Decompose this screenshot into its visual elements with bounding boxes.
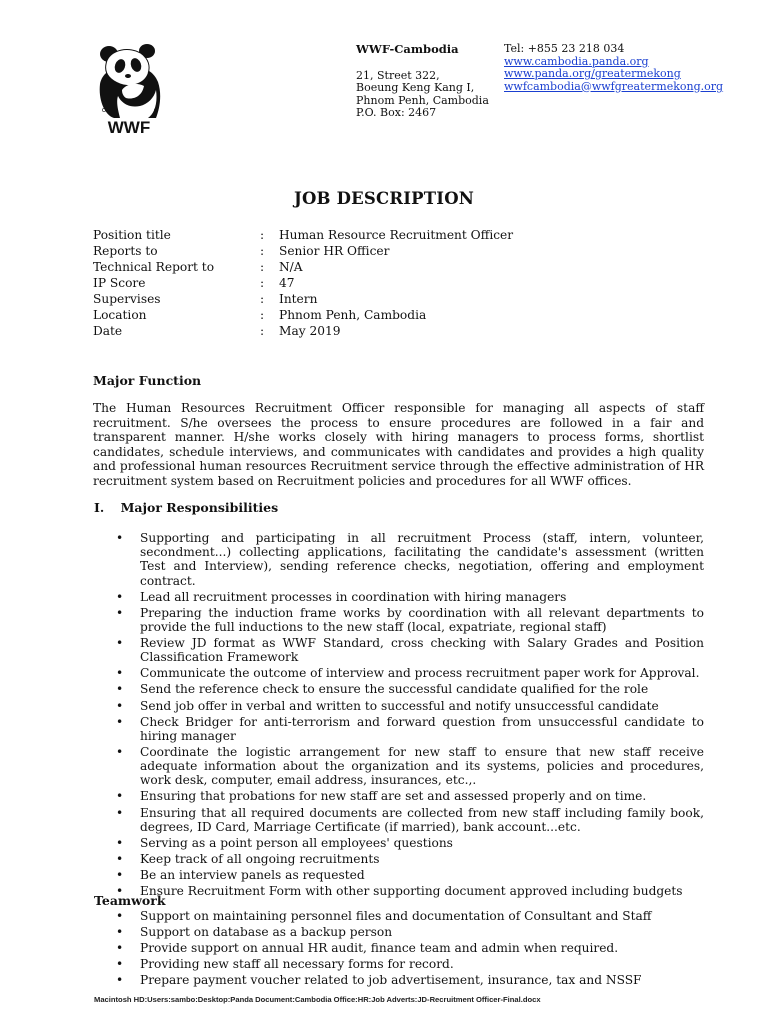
list-item: • Providing new staff all necessary forms for record. — [116, 957, 704, 971]
file-path-footer: Macintosh HD:Users:sambo:Desktop:Panda Document:Cambodia Office:HR:Job Adverts:JD-Recruitment Officer-Final.docx — [94, 995, 541, 1004]
teamwork-heading: Teamwork — [94, 893, 166, 908]
info-value: Phnom Penh, Cambodia — [279, 308, 427, 322]
address-line: P.O. Box: 2467 — [356, 106, 437, 119]
info-label: Date — [93, 324, 123, 338]
list-item: • Preparing the induction frame works by coordination with all relevant departments to provide the full inductions to the new staff (local, expatriate, regional staff) — [116, 606, 704, 634]
responsibilities-list — [116, 531, 704, 900]
info-label: Location — [93, 308, 147, 322]
info-value: Human Resource Recruitment Officer — [279, 228, 514, 242]
info-value: N/A — [279, 260, 303, 274]
address-line: Boeung Keng Kang I, — [356, 81, 475, 94]
info-label: IP Score — [93, 276, 146, 290]
info-label: Position title — [93, 228, 171, 242]
org-name: WWF-Cambodia — [356, 42, 459, 56]
mekong-website-link[interactable]: www.panda.org/greatermekong — [504, 67, 681, 80]
list-item: • Send job offer in verbal and written to successful and notify unsuccessful candidate — [116, 699, 704, 713]
telephone: Tel: +855 23 218 034 — [504, 42, 625, 55]
address-line: 21, Street 322, — [356, 68, 440, 82]
major-function-heading: Major Function — [93, 373, 202, 388]
major-function-text: The Human Resources Recruitment Officer responsible for managing all aspects of staff recruitment. S/he oversees the process to ensure procedures are followed in a fair and transparent manner. H/she works closely with hiring managers to process forms, shortlist candidates, schedule interviews, and communicates with candidates and provides a high quality and professional human resources Recruitment service through the effective administration of HR recruitment system based on Recruitment policies and procedures for all WWF offices. — [93, 401, 704, 488]
document-page: WWF WWF-Cambodia 21, Street 322, Boeung Keng Kang I, Phnom Penh, Cambodia P.O. Box: 2467 Tel: +855 23 218 034 www.cambodia.panda.org www.panda.org/greatermekong wwfcambodia@wwfgreatermekong.org JOB DESCRIPTION Position title : Human Resource Recruitment Officer Reports to : Senior HR Officer Technical Report to : N/A IP Score : 47 Supervises : Intern Location : Phnom Penh, Cambodia Date : May 2019 Major Function The Human Resources Recruitment Officer responsible for managing all aspects of staff recruitment. S/he oversees the process to ensure procedures are followed in a fair and transparent manner. H/she works closely with hiring managers to process forms, shortlist candidates, schedule interviews, and communicates with candidates and provides a high quality and professional human resources Recruitment service through the effective administration of HR recruitment system based on Recruitment policies and procedures for all WWF offices. I. Major Responsibilities • Supporting and participating in all recruitment Process (staff, intern, volunteer, secondment...) collecting applications, facilitating the candidate's assessment (written Test and Interview), sending reference checks, negotiation, offering and employment contract. • Lead all recruitment processes in coordination with hiring managers • Preparing the induction frame works by coordination with all relevant departments to provide the full inductions to the new staff (local, expatriate, regional staff) • Review JD format as WWF Standard, cross checking with Salary Grades and Position Classification Framework • Communicate the outcome of interview and process recruitment paper work for Approval. • Send the reference check to ensure the successful candidate qualified for the role • Send job offer in verbal and written to successful and notify unsuccessful candidate • Check Bridger for anti-terrorism and forward question from unsuccessful candidate to hiring manager • Coordinate the logistic arrangement for new staff to ensure that new staff receive adequate information about the organization and its systems, policies and procedures, work desk, computer, email address, insurances, etc.,. • Ensuring that probations for new staff are set and assessed properly and on time. • Ensuring that all required documents are collected from new staff including family book, degrees, ID Card, Marriage Certificate (if married), bank account...etc. • Serving as a point person all employees' questions • Keep track of all ongoing recruitments • Be an interview panels as requested • Ensure Recruitment Form with other supporting document approved including budgets Teamwork • Support on maintaining personnel files and documentation of Consultant and Staff • Support on database as a backup person • Provide support on annual HR audit, finance team and admin when required. • Providing new staff all necessary forms for record. • Prepare payment voucher related to job advertisement, insurance, tax and NSSF Macintosh HD:Users:sambo:Desktop:Panda Document:Cambodia Office:HR:Job Adverts:JD-Recruitment Officer-Final.docx — [0, 0, 768, 1024]
section-title: Major Responsibilities — [120, 500, 279, 515]
svg-text:WWF: WWF — [107, 118, 151, 136]
list-item: • Lead all recruitment processes in coordination with hiring managers — [116, 590, 704, 604]
list-item: • Supporting and participating in all recruitment Process (staff, intern, volunteer, secondment...) collecting applications, facilitating the candidate's assessment (written Test and Interview), sending reference checks, negotiation, offering and employment contract. — [116, 531, 704, 588]
list-item: • Send the reference check to ensure the successful candidate qualified for the role — [116, 682, 704, 696]
info-value: Intern — [279, 292, 318, 306]
info-value: 47 — [279, 276, 295, 290]
info-value: May 2019 — [279, 324, 341, 338]
info-value: Senior HR Officer — [279, 244, 390, 258]
document-title: JOB DESCRIPTION — [293, 189, 475, 208]
website-link[interactable]: www.cambodia.panda.org — [504, 54, 649, 68]
list-item: • Support on maintaining personnel files and documentation of Consultant and Staff — [116, 909, 704, 923]
list-item: • Review JD format as WWF Standard, cross checking with Salary Grades and Position Classification Framework — [116, 636, 704, 664]
wwf-panda-logo — [96, 44, 162, 136]
list-item: • Prepare payment voucher related to job advertisement, insurance, tax and NSSF — [116, 973, 704, 987]
info-label: Technical Report to — [93, 260, 215, 274]
list-item: • Serving as a point person all employees' questions — [116, 836, 704, 850]
section-numeral: I. — [94, 500, 105, 515]
list-item: • Communicate the outcome of interview and process recruitment paper work for Approval. — [116, 666, 704, 680]
list-item: • Keep track of all ongoing recruitments — [116, 852, 704, 866]
postal-address — [356, 70, 489, 120]
responsibilities-heading — [94, 500, 278, 515]
list-item: • Ensuring that all required documents are collected from new staff including family book, degrees, ID Card, Marriage Certificate (if married), bank account...etc. — [116, 806, 704, 834]
address-line: Phnom Penh, Cambodia — [356, 93, 489, 107]
list-item: • Ensure Recruitment Form with other supporting document approved including budgets — [116, 884, 704, 898]
org-address-block — [356, 43, 489, 120]
list-item: • Coordinate the logistic arrangement for new staff to ensure that new staff receive adequate information about the organization and its systems, policies and procedures, work desk, computer, email address, insurances, etc.,. — [116, 745, 704, 788]
teamwork-list — [116, 909, 704, 989]
list-item: • Be an interview panels as requested — [116, 868, 704, 882]
list-item: • Ensuring that probations for new staff are set and assessed properly and on time. — [116, 789, 704, 803]
list-item: • Support on database as a backup person — [116, 925, 704, 939]
list-item: • Provide support on annual HR audit, finance team and admin when required. — [116, 941, 704, 955]
info-label: Reports to — [93, 244, 158, 258]
info-label: Supervises — [93, 292, 161, 306]
email-link[interactable]: wwfcambodia@wwfgreatermekong.org — [504, 79, 724, 93]
contact-block — [504, 43, 723, 93]
list-item: • Check Bridger for anti-terrorism and forward question from unsuccessful candidate to hiring manager — [116, 715, 704, 743]
